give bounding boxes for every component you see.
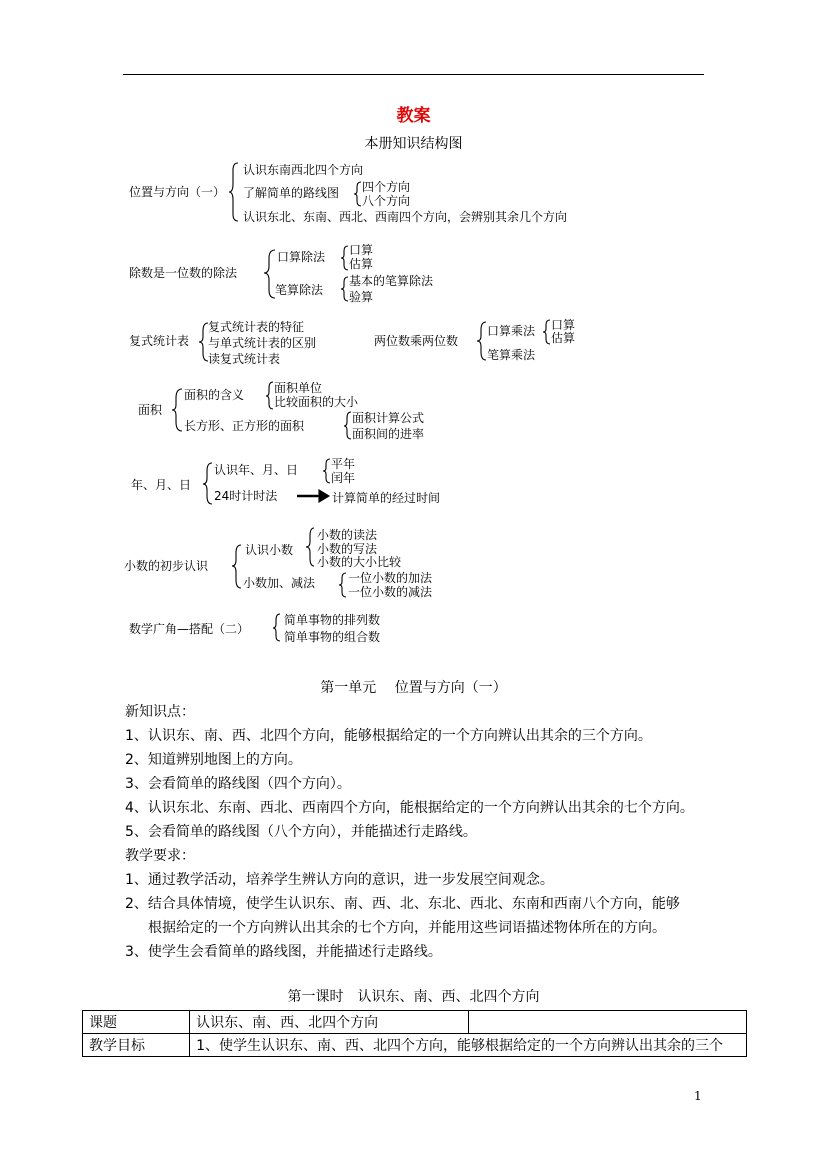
arrow-head <box>319 490 329 502</box>
map-unit1-a: 认识东南西北四个方向 <box>243 163 364 177</box>
map-unit6-a: 认识年、月、日 <box>214 463 299 477</box>
map-unit2-b2: 验算 <box>349 290 374 304</box>
table-row <box>83 1011 747 1034</box>
map-unit5-a: 面积的含义 <box>184 388 245 402</box>
brace-unit1 <box>229 163 238 221</box>
brace-unit8 <box>273 614 280 641</box>
map-unit3-root: 复式统计表 <box>129 334 190 348</box>
unit-heading: 第一单元 位置与方向（一） <box>320 680 507 696</box>
knowledge-point: 1、认识东、南、西、北四个方向，能够根据给定的一个方向辨认出其余的三个方向。 <box>125 728 652 744</box>
brace-unit4 <box>477 322 486 360</box>
map-unit6-a1: 平年 <box>331 457 356 471</box>
map-unit2-a1: 口算 <box>349 243 374 257</box>
table-cell-extra <box>468 1011 746 1034</box>
requirement-item: 1、通过教学活动，培养学生辨认方向的意识，进一步发展空间观念。 <box>125 872 554 888</box>
page-number: 1 <box>694 1089 702 1103</box>
page-subtitle: 本册知识结构图 <box>364 136 463 152</box>
table-cell-value: 认识东、南、西、北四个方向 <box>190 1011 468 1034</box>
brace-unit2-written <box>341 277 348 301</box>
map-unit4-a2: 估算 <box>551 331 576 345</box>
brace-unit7-decimal <box>306 528 314 566</box>
map-unit2-root: 除数是一位数的除法 <box>129 266 238 280</box>
map-unit6-b: 24时计时法 <box>214 489 278 503</box>
brace-unit2 <box>264 250 275 298</box>
map-unit7-a: 认识小数 <box>245 543 294 557</box>
map-unit8-a: 简单事物的排列数 <box>284 613 381 627</box>
map-unit7-b1: 一位小数的加法 <box>348 571 433 585</box>
map-unit4-b: 笔算乘法 <box>487 348 536 362</box>
map-unit2-a2: 估算 <box>349 257 374 271</box>
requirement-item-cont: 根据给定的一个方向辨认出其余的七个方向，并能用这些词语描述物体所在的方向。 <box>148 920 666 936</box>
brace-unit5-area <box>344 412 351 439</box>
table-cell-label: 教学目标 <box>83 1034 190 1057</box>
brace-unit4-oral <box>543 320 550 344</box>
map-unit7-a2: 小数的写法 <box>317 542 378 556</box>
map-unit6-root: 年、月、日 <box>131 478 192 492</box>
header-rule <box>123 74 704 75</box>
map-unit5-b2: 面积间的进率 <box>352 427 425 441</box>
brace-unit2-oral <box>341 246 348 270</box>
map-unit2-a: 口算除法 <box>277 250 326 264</box>
map-unit5-root: 面积 <box>138 403 163 417</box>
map-unit6-b1: 计算简单的经过时间 <box>332 491 441 505</box>
map-unit4-a1: 口算 <box>551 318 576 332</box>
map-unit1-b2: 八个方向 <box>362 194 411 208</box>
knowledge-point: 3、会看简单的路线图（四个方向）。 <box>125 776 351 792</box>
map-unit7-root: 小数的初步认识 <box>124 559 209 573</box>
map-unit3-c: 读复式统计表 <box>208 352 281 366</box>
map-unit4-root: 两位数乘两位数 <box>374 334 459 348</box>
map-unit3-b: 与单式统计表的区别 <box>208 336 317 350</box>
lesson-heading: 第一课时 认识东、南、西、北四个方向 <box>287 989 540 1005</box>
map-unit4-a: 口算乘法 <box>487 324 536 338</box>
requirement-item: 2、结合具体情境，使学生认识东、南、西、北、东北、西北、东南和西南八个方向，能够 <box>125 896 680 912</box>
brace-unit3 <box>199 323 208 361</box>
map-unit7-b2: 一位小数的减法 <box>348 585 433 599</box>
brace-unit6 <box>203 463 212 504</box>
map-unit1-b: 了解简单的路线图 <box>243 186 340 200</box>
map-unit2-b: 笔算除法 <box>275 283 324 297</box>
brace-unit1-route <box>354 182 361 206</box>
map-unit5-b1: 面积计算公式 <box>352 411 425 425</box>
map-unit5-a1: 面积单位 <box>274 381 323 395</box>
map-unit2-b1: 基本的笔算除法 <box>349 274 434 288</box>
map-unit7-a1: 小数的读法 <box>317 528 378 542</box>
map-unit6-a2: 闰年 <box>331 471 356 485</box>
page-title: 教案 <box>396 106 431 126</box>
knowledge-point: 2、知道辨别地图上的方向。 <box>125 752 302 768</box>
map-unit5-b: 长方形、正方形的面积 <box>184 419 305 433</box>
map-unit5-a2: 比较面积的大小 <box>274 395 359 409</box>
table-cell-value: 1、使学生认识东、南、西、北四个方向，能够根据给定的一个方向辨认出其余的三个 <box>190 1034 747 1057</box>
map-unit7-a3: 小数的大小比较 <box>317 555 402 569</box>
map-unit3-a: 复式统计表的特征 <box>208 320 305 334</box>
requirement-item: 3、使学生会看简单的路线图，并能描述行走路线。 <box>125 944 442 960</box>
brace-unit7-addsub <box>339 573 346 597</box>
map-unit1-b1: 四个方向 <box>362 180 411 194</box>
knowledge-label: 新知识点： <box>125 704 195 720</box>
table-row <box>83 1034 747 1057</box>
brace-unit5-meaning <box>266 382 273 409</box>
table-cell-label: 课题 <box>83 1011 190 1034</box>
knowledge-point: 4、认识东北、东南、西北、西南四个方向，能根据给定的一个方向辨认出其余的七个方向。 <box>125 800 694 816</box>
lesson-table <box>82 1010 747 1057</box>
map-unit7-b: 小数加、减法 <box>243 576 316 590</box>
knowledge-point: 5、会看简单的路线图（八个方向），并能描述行走路线。 <box>125 824 477 840</box>
requirements-label: 教学要求： <box>125 848 195 864</box>
map-unit1-c: 认识东北、东南、西北、西南四个方向，会辨别其余几个方向 <box>243 210 568 224</box>
map-unit1-root: 位置与方向（一） <box>129 185 226 199</box>
map-unit8-root: 数学广角—搭配（二） <box>129 622 250 636</box>
brace-unit7 <box>232 545 241 588</box>
map-unit8-b: 简单事物的组合数 <box>284 630 381 644</box>
brace-unit6-year <box>323 459 330 483</box>
brace-unit5 <box>172 389 182 431</box>
